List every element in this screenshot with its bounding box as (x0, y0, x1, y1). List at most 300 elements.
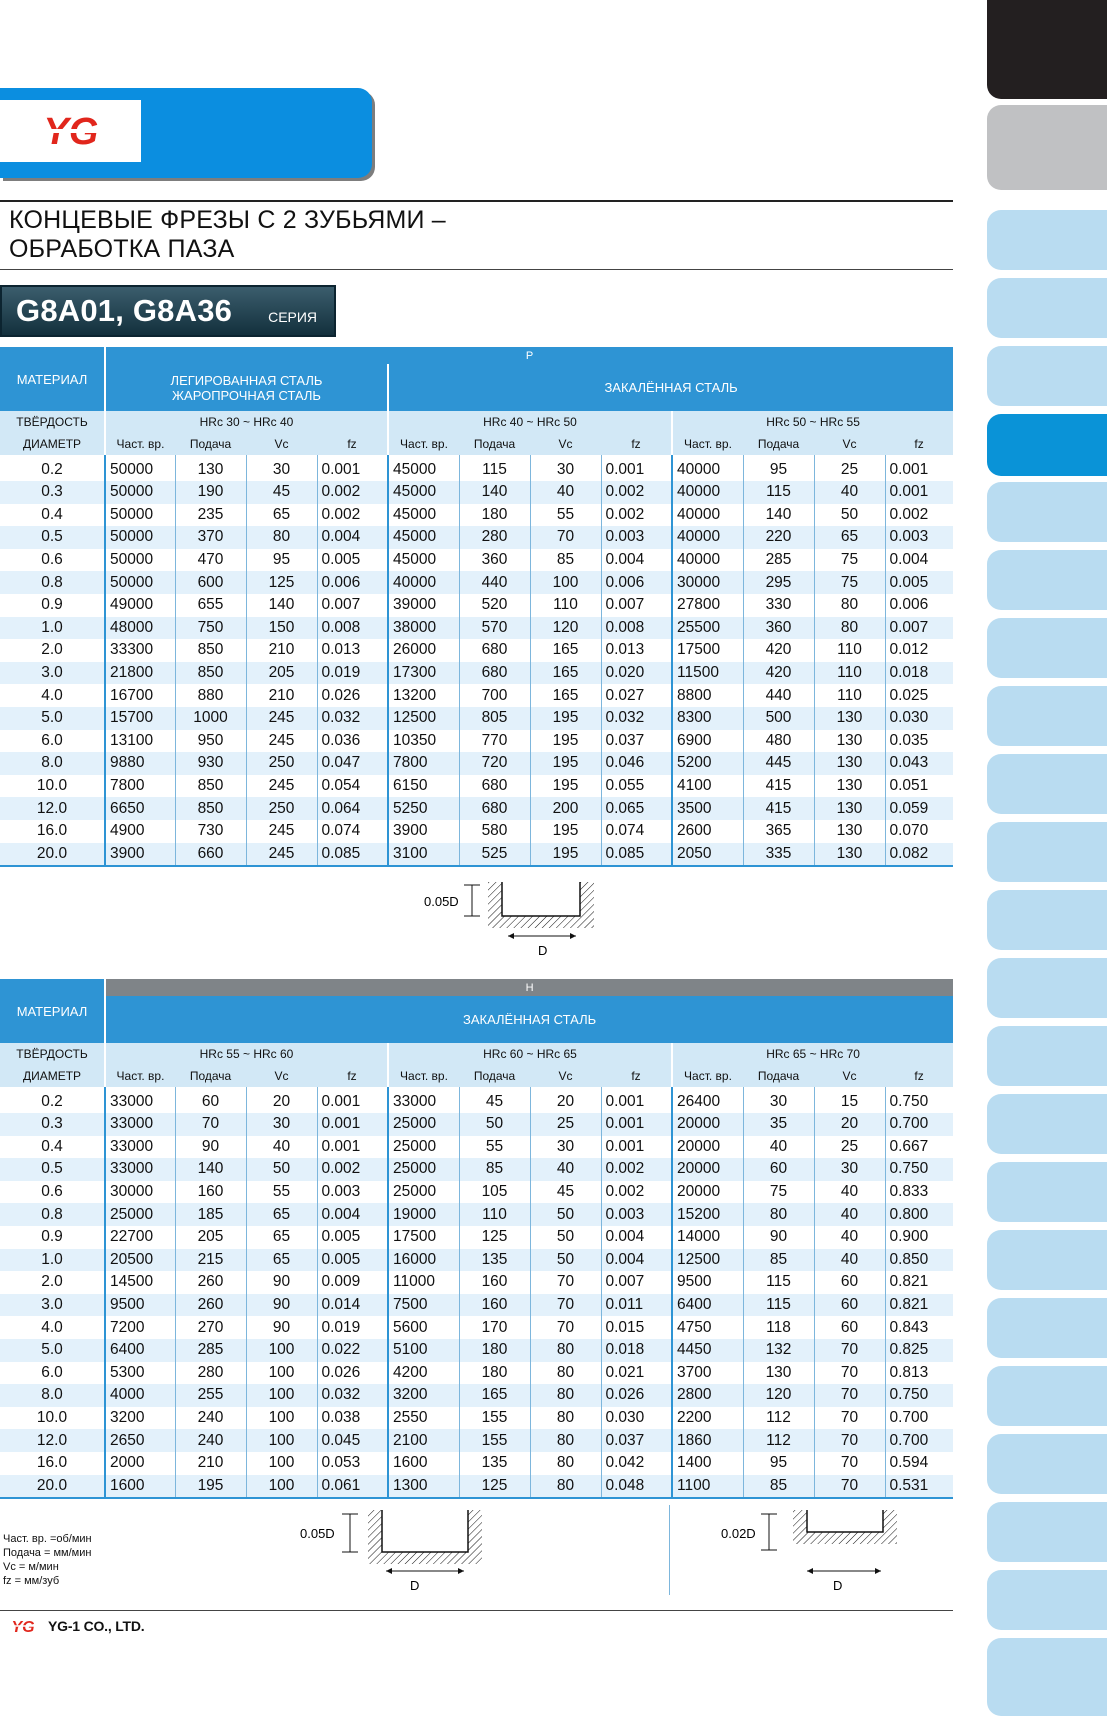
table-row (0, 526, 953, 549)
fz-cell: 0.018 (885, 662, 953, 685)
feed-cell: 1000 (175, 707, 246, 730)
table-row (0, 662, 953, 685)
feed-cell: 440 (743, 684, 814, 707)
table-row (0, 730, 953, 753)
table-row (0, 1362, 953, 1385)
vc-cell: 110 (814, 662, 885, 685)
vc-cell: 65 (246, 1203, 317, 1226)
rpm-cell: 3900 (105, 843, 175, 866)
rpm-cell: 20500 (105, 1249, 175, 1272)
yg-logo-icon (11, 110, 131, 152)
fz-cell: 0.002 (601, 1181, 672, 1204)
side-tab[interactable] (987, 1162, 1107, 1222)
rpm-cell: 50000 (105, 526, 175, 549)
feed-cell: 280 (459, 526, 530, 549)
feed-cell: 55 (459, 1136, 530, 1159)
table-row (0, 1136, 953, 1159)
series-word: СЕРИЯ (268, 309, 318, 325)
feed-cell: 600 (175, 571, 246, 594)
vc-cell: 60 (814, 1316, 885, 1339)
fz-cell: 0.020 (601, 662, 672, 685)
fz-cell: 0.059 (885, 797, 953, 820)
rpm-cell: 33000 (105, 1136, 175, 1159)
vc-cell: 65 (246, 1226, 317, 1249)
vc-cell: 245 (246, 820, 317, 843)
rpm-cell: 4900 (105, 820, 175, 843)
vc-cell: 70 (814, 1407, 885, 1430)
vc-cell: 210 (246, 639, 317, 662)
fz-cell: 0.002 (601, 504, 672, 527)
fz-cell: 0.001 (317, 455, 388, 481)
fz-cell: 0.001 (885, 481, 953, 504)
diameter-cell: 2.0 (0, 639, 105, 662)
rpm-cell: 6900 (672, 730, 743, 753)
fz-cell: 0.004 (885, 549, 953, 572)
table-row (0, 639, 953, 662)
feed-cell: 160 (459, 1271, 530, 1294)
rpm-cell: 38000 (388, 617, 459, 640)
rpm-cell: 5600 (388, 1316, 459, 1339)
feed-cell: 125 (459, 1475, 530, 1498)
fz-cell: 0.032 (317, 707, 388, 730)
vc-cell: 195 (530, 775, 601, 798)
side-tab-black[interactable] (987, 0, 1107, 99)
table-row (0, 752, 953, 775)
fz-cell: 0.750 (885, 1087, 953, 1113)
hardness-range: HRc 55 ~ HRc 60 (105, 1043, 388, 1065)
vc-cell: 50 (814, 504, 885, 527)
feed-cell: 415 (743, 797, 814, 820)
feed-cell: 370 (175, 526, 246, 549)
feed-cell: 445 (743, 752, 814, 775)
fz-cell: 0.001 (601, 455, 672, 481)
rpm-cell: 30000 (105, 1181, 175, 1204)
side-tabs (976, 0, 1107, 1716)
fz-cell: 0.038 (317, 1407, 388, 1430)
feed-cell: 118 (743, 1316, 814, 1339)
vc-cell: 25 (814, 1136, 885, 1159)
table-row (0, 1203, 953, 1226)
fz-cell: 0.001 (601, 1087, 672, 1113)
feed-cell: 135 (459, 1452, 530, 1475)
fz-cell: 0.030 (601, 1407, 672, 1430)
vc-cell: 80 (530, 1384, 601, 1407)
rpm-cell: 40000 (672, 455, 743, 481)
vc-cell: 100 (246, 1339, 317, 1362)
side-tab[interactable] (987, 890, 1107, 950)
fz-cell: 0.002 (317, 1158, 388, 1181)
diameter-cell: 0.2 (0, 455, 105, 481)
vc-cell: 55 (246, 1181, 317, 1204)
col-feed: Подача (459, 1065, 530, 1087)
feed-cell: 35 (743, 1113, 814, 1136)
col-fz: fz (601, 433, 672, 455)
side-tab-active[interactable] (987, 414, 1107, 476)
fz-cell: 0.064 (317, 797, 388, 820)
rpm-cell: 26000 (388, 639, 459, 662)
feed-cell: 205 (175, 1226, 246, 1249)
rpm-cell: 13200 (388, 684, 459, 707)
rpm-cell: 3700 (672, 1362, 743, 1385)
vc-cell: 40 (814, 1226, 885, 1249)
table-row (0, 1271, 953, 1294)
vc-cell: 120 (530, 617, 601, 640)
vc-cell: 70 (530, 526, 601, 549)
material-header: МАТЕРИАЛ (0, 347, 105, 411)
feed-cell: 365 (743, 820, 814, 843)
feed-cell: 90 (175, 1136, 246, 1159)
feed-cell: 155 (459, 1429, 530, 1452)
side-tab[interactable] (987, 550, 1107, 610)
fz-cell: 0.019 (317, 1316, 388, 1339)
vc-cell: 30 (246, 455, 317, 481)
vc-cell: 165 (530, 639, 601, 662)
fz-cell: 0.667 (885, 1136, 953, 1159)
side-tab[interactable] (987, 1366, 1107, 1426)
side-tab[interactable] (987, 686, 1107, 746)
side-tab[interactable] (987, 1502, 1107, 1562)
rpm-cell: 7800 (388, 752, 459, 775)
fz-cell: 0.531 (885, 1475, 953, 1498)
rpm-cell: 12500 (388, 707, 459, 730)
fz-cell: 0.003 (601, 526, 672, 549)
fz-cell: 0.002 (885, 504, 953, 527)
side-tab[interactable] (987, 958, 1107, 1018)
col-rpm: Част. вр. (388, 433, 459, 455)
fz-cell: 0.030 (885, 707, 953, 730)
side-tab[interactable] (987, 1094, 1107, 1154)
vc-cell: 80 (530, 1429, 601, 1452)
vc-cell: 85 (530, 549, 601, 572)
rpm-cell: 6650 (105, 797, 175, 820)
rpm-cell: 11500 (672, 662, 743, 685)
vc-cell: 110 (814, 684, 885, 707)
vc-cell: 65 (246, 504, 317, 527)
vc-cell: 195 (530, 843, 601, 866)
hardness-label: ТВЁРДОСТЬ (0, 411, 105, 433)
table-row (0, 684, 953, 707)
rpm-cell: 17500 (388, 1226, 459, 1249)
title-rule-bottom (0, 269, 953, 270)
fz-cell: 0.070 (885, 820, 953, 843)
fz-cell: 0.004 (317, 1203, 388, 1226)
feed-cell: 255 (175, 1384, 246, 1407)
col-vc: Vc (530, 433, 601, 455)
svg-text:D: D (410, 1578, 420, 1593)
side-tab[interactable] (987, 618, 1107, 678)
col-feed: Подача (743, 433, 814, 455)
feed-cell: 125 (459, 1226, 530, 1249)
table-row (0, 571, 953, 594)
feed-cell: 105 (459, 1181, 530, 1204)
material-header: МАТЕРИАЛ (0, 979, 105, 1043)
feed-cell: 170 (459, 1316, 530, 1339)
rpm-cell: 45000 (388, 455, 459, 481)
fz-cell: 0.025 (885, 684, 953, 707)
side-tab[interactable] (987, 1298, 1107, 1358)
vc-cell: 20 (530, 1087, 601, 1113)
feed-cell: 180 (459, 1339, 530, 1362)
feed-cell: 130 (175, 455, 246, 481)
feed-cell: 660 (175, 843, 246, 866)
fz-cell: 0.001 (317, 1136, 388, 1159)
vc-cell: 30 (530, 455, 601, 481)
feed-cell: 270 (175, 1316, 246, 1339)
vc-cell: 40 (530, 1158, 601, 1181)
diameter-cell: 0.9 (0, 594, 105, 617)
fz-cell: 0.008 (601, 617, 672, 640)
feed-cell: 950 (175, 730, 246, 753)
rpm-cell: 3900 (388, 820, 459, 843)
fz-cell: 0.006 (317, 571, 388, 594)
vc-cell: 65 (246, 1249, 317, 1272)
rpm-cell: 7200 (105, 1316, 175, 1339)
vc-cell: 70 (530, 1294, 601, 1317)
rpm-cell: 13100 (105, 730, 175, 753)
fz-cell: 0.003 (601, 1203, 672, 1226)
diameter-cell: 0.6 (0, 1181, 105, 1204)
vc-cell: 40 (814, 1181, 885, 1204)
rpm-cell: 2200 (672, 1407, 743, 1430)
svg-text:0.02D: 0.02D (721, 1526, 756, 1541)
feed-cell: 95 (743, 455, 814, 481)
feed-cell: 525 (459, 843, 530, 866)
slot-diagram-2 (298, 1508, 498, 1594)
fz-cell: 0.022 (317, 1339, 388, 1362)
feed-cell: 480 (743, 730, 814, 753)
side-tab[interactable] (987, 1230, 1107, 1290)
fz-cell: 0.007 (601, 594, 672, 617)
rpm-cell: 3100 (388, 843, 459, 866)
hardness-range: HRc 60 ~ HRc 65 (388, 1043, 672, 1065)
vc-cell: 80 (814, 617, 885, 640)
yg-small-logo-icon (4, 1618, 42, 1634)
side-tab-gray[interactable] (987, 105, 1107, 190)
vc-cell: 100 (246, 1384, 317, 1407)
fz-cell: 0.043 (885, 752, 953, 775)
feed-cell: 850 (175, 639, 246, 662)
vc-cell: 210 (246, 684, 317, 707)
fz-cell: 0.014 (317, 1294, 388, 1317)
diameter-cell: 0.3 (0, 1113, 105, 1136)
feed-cell: 115 (743, 1294, 814, 1317)
side-tab[interactable] (987, 822, 1107, 882)
feed-cell: 730 (175, 820, 246, 843)
fz-cell: 0.045 (317, 1429, 388, 1452)
col-fz: fz (885, 433, 953, 455)
vc-cell: 65 (814, 526, 885, 549)
vc-cell: 50 (530, 1226, 601, 1249)
fz-cell: 0.750 (885, 1158, 953, 1181)
col-feed: Подача (459, 433, 530, 455)
table-row (0, 1475, 953, 1498)
fz-cell: 0.047 (317, 752, 388, 775)
feed-cell: 155 (459, 1407, 530, 1430)
rpm-cell: 45000 (388, 504, 459, 527)
diameter-cell: 4.0 (0, 1316, 105, 1339)
col-vc: Vc (530, 1065, 601, 1087)
fz-cell: 0.003 (317, 1181, 388, 1204)
feed-cell: 295 (743, 571, 814, 594)
col-fz: fz (601, 1065, 672, 1087)
fz-cell: 0.019 (317, 662, 388, 685)
rpm-cell: 40000 (672, 481, 743, 504)
rpm-cell: 40000 (672, 549, 743, 572)
side-tab[interactable] (987, 1570, 1107, 1630)
vc-cell: 60 (814, 1271, 885, 1294)
page-title: КОНЦЕВЫЕ ФРЕЗЫ С 2 ЗУБЬЯМИ – ОБРАБОТКА ПАЗА (9, 206, 446, 263)
rpm-cell: 12500 (672, 1249, 743, 1272)
table-row (0, 504, 953, 527)
col-feed: Подача (175, 1065, 246, 1087)
feed-cell: 90 (743, 1226, 814, 1249)
rpm-cell: 25500 (672, 617, 743, 640)
fz-cell: 0.009 (317, 1271, 388, 1294)
feed-cell: 60 (743, 1158, 814, 1181)
feed-cell: 850 (175, 797, 246, 820)
side-tab[interactable] (987, 482, 1107, 542)
fz-cell: 0.085 (601, 843, 672, 866)
col-feed: Подача (175, 433, 246, 455)
diameter-cell: 10.0 (0, 775, 105, 798)
vc-cell: 195 (530, 730, 601, 753)
feed-cell: 680 (459, 662, 530, 685)
material-hardened-steel: ЗАКАЛЁННАЯ СТАЛЬ (105, 996, 953, 1043)
diameter-cell: 0.5 (0, 1158, 105, 1181)
feed-cell: 360 (459, 549, 530, 572)
fz-cell: 0.026 (601, 1384, 672, 1407)
feed-cell: 720 (459, 752, 530, 775)
feed-cell: 280 (175, 1362, 246, 1385)
rpm-cell: 33000 (105, 1087, 175, 1113)
diameter-cell: 6.0 (0, 1362, 105, 1385)
col-fz: fz (885, 1065, 953, 1087)
fz-cell: 0.012 (885, 639, 953, 662)
side-tab[interactable] (987, 346, 1107, 406)
table-row (0, 1113, 953, 1136)
feed-cell: 120 (743, 1384, 814, 1407)
vc-cell: 200 (530, 797, 601, 820)
vc-cell: 80 (530, 1452, 601, 1475)
slot-diagram-1 (420, 880, 610, 960)
diameter-cell: 1.0 (0, 617, 105, 640)
diameter-cell: 12.0 (0, 797, 105, 820)
svg-text:YG: YG (43, 111, 98, 152)
vc-cell: 90 (246, 1316, 317, 1339)
diameter-cell: 5.0 (0, 1339, 105, 1362)
table-row (0, 1158, 953, 1181)
cutting-table-p (0, 347, 953, 867)
rpm-cell: 15200 (672, 1203, 743, 1226)
vc-cell: 150 (246, 617, 317, 640)
fz-cell: 0.053 (317, 1452, 388, 1475)
table-row (0, 1249, 953, 1272)
rpm-cell: 14000 (672, 1226, 743, 1249)
vc-cell: 165 (530, 684, 601, 707)
rpm-cell: 50000 (105, 455, 175, 481)
fz-cell: 0.036 (317, 730, 388, 753)
side-tab[interactable] (987, 754, 1107, 814)
fz-cell: 0.074 (601, 820, 672, 843)
vc-cell: 70 (814, 1475, 885, 1498)
feed-cell: 140 (175, 1158, 246, 1181)
svg-text:D: D (833, 1578, 843, 1593)
vc-cell: 75 (814, 571, 885, 594)
diameter-cell: 10.0 (0, 1407, 105, 1430)
table-row (0, 775, 953, 798)
col-vc: Vc (246, 433, 317, 455)
rpm-cell: 6400 (672, 1294, 743, 1317)
fz-cell: 0.013 (317, 639, 388, 662)
fz-cell: 0.002 (317, 481, 388, 504)
feed-cell: 160 (175, 1181, 246, 1204)
vc-cell: 195 (530, 707, 601, 730)
rpm-cell: 49000 (105, 594, 175, 617)
feed-cell: 30 (743, 1087, 814, 1113)
feed-cell: 180 (459, 1362, 530, 1385)
feed-cell: 470 (175, 549, 246, 572)
feed-cell: 160 (459, 1294, 530, 1317)
rpm-cell: 33000 (105, 1158, 175, 1181)
rpm-cell: 17300 (388, 662, 459, 685)
rpm-cell: 25000 (388, 1113, 459, 1136)
diameter-cell: 1.0 (0, 1249, 105, 1272)
feed-cell: 190 (175, 481, 246, 504)
fz-cell: 0.013 (601, 639, 672, 662)
feed-cell: 85 (743, 1475, 814, 1498)
vc-cell: 165 (530, 662, 601, 685)
table-row (0, 1294, 953, 1317)
feed-cell: 285 (175, 1339, 246, 1362)
vc-cell: 80 (530, 1475, 601, 1498)
iso-group-h: H (105, 979, 953, 996)
rpm-cell: 8800 (672, 684, 743, 707)
feed-cell: 680 (459, 797, 530, 820)
vc-cell: 110 (530, 594, 601, 617)
fz-cell: 0.833 (885, 1181, 953, 1204)
rpm-cell: 50000 (105, 504, 175, 527)
rpm-cell: 45000 (388, 481, 459, 504)
rpm-cell: 7500 (388, 1294, 459, 1317)
side-tab[interactable] (987, 278, 1107, 338)
vc-cell: 100 (246, 1407, 317, 1430)
fz-cell: 0.008 (317, 617, 388, 640)
vc-cell: 100 (246, 1429, 317, 1452)
fz-cell: 0.005 (317, 1226, 388, 1249)
side-tab[interactable] (987, 210, 1107, 270)
vc-cell: 245 (246, 707, 317, 730)
svg-text:0.05D: 0.05D (300, 1526, 335, 1541)
table-row (0, 594, 953, 617)
feed-cell: 330 (743, 594, 814, 617)
fz-cell: 0.018 (601, 1339, 672, 1362)
rpm-cell: 27800 (672, 594, 743, 617)
vc-cell: 30 (246, 1113, 317, 1136)
feed-cell: 335 (743, 843, 814, 866)
feed-cell: 112 (743, 1407, 814, 1430)
fz-cell: 0.001 (317, 1113, 388, 1136)
vc-cell: 195 (530, 820, 601, 843)
side-tab[interactable] (987, 1434, 1107, 1494)
side-tab[interactable] (987, 1638, 1107, 1716)
rpm-cell: 1400 (672, 1452, 743, 1475)
side-tab[interactable] (987, 1026, 1107, 1086)
fz-cell: 0.046 (601, 752, 672, 775)
rpm-cell: 20000 (672, 1158, 743, 1181)
vc-cell: 70 (814, 1429, 885, 1452)
vc-cell: 100 (530, 571, 601, 594)
rpm-cell: 25000 (388, 1181, 459, 1204)
